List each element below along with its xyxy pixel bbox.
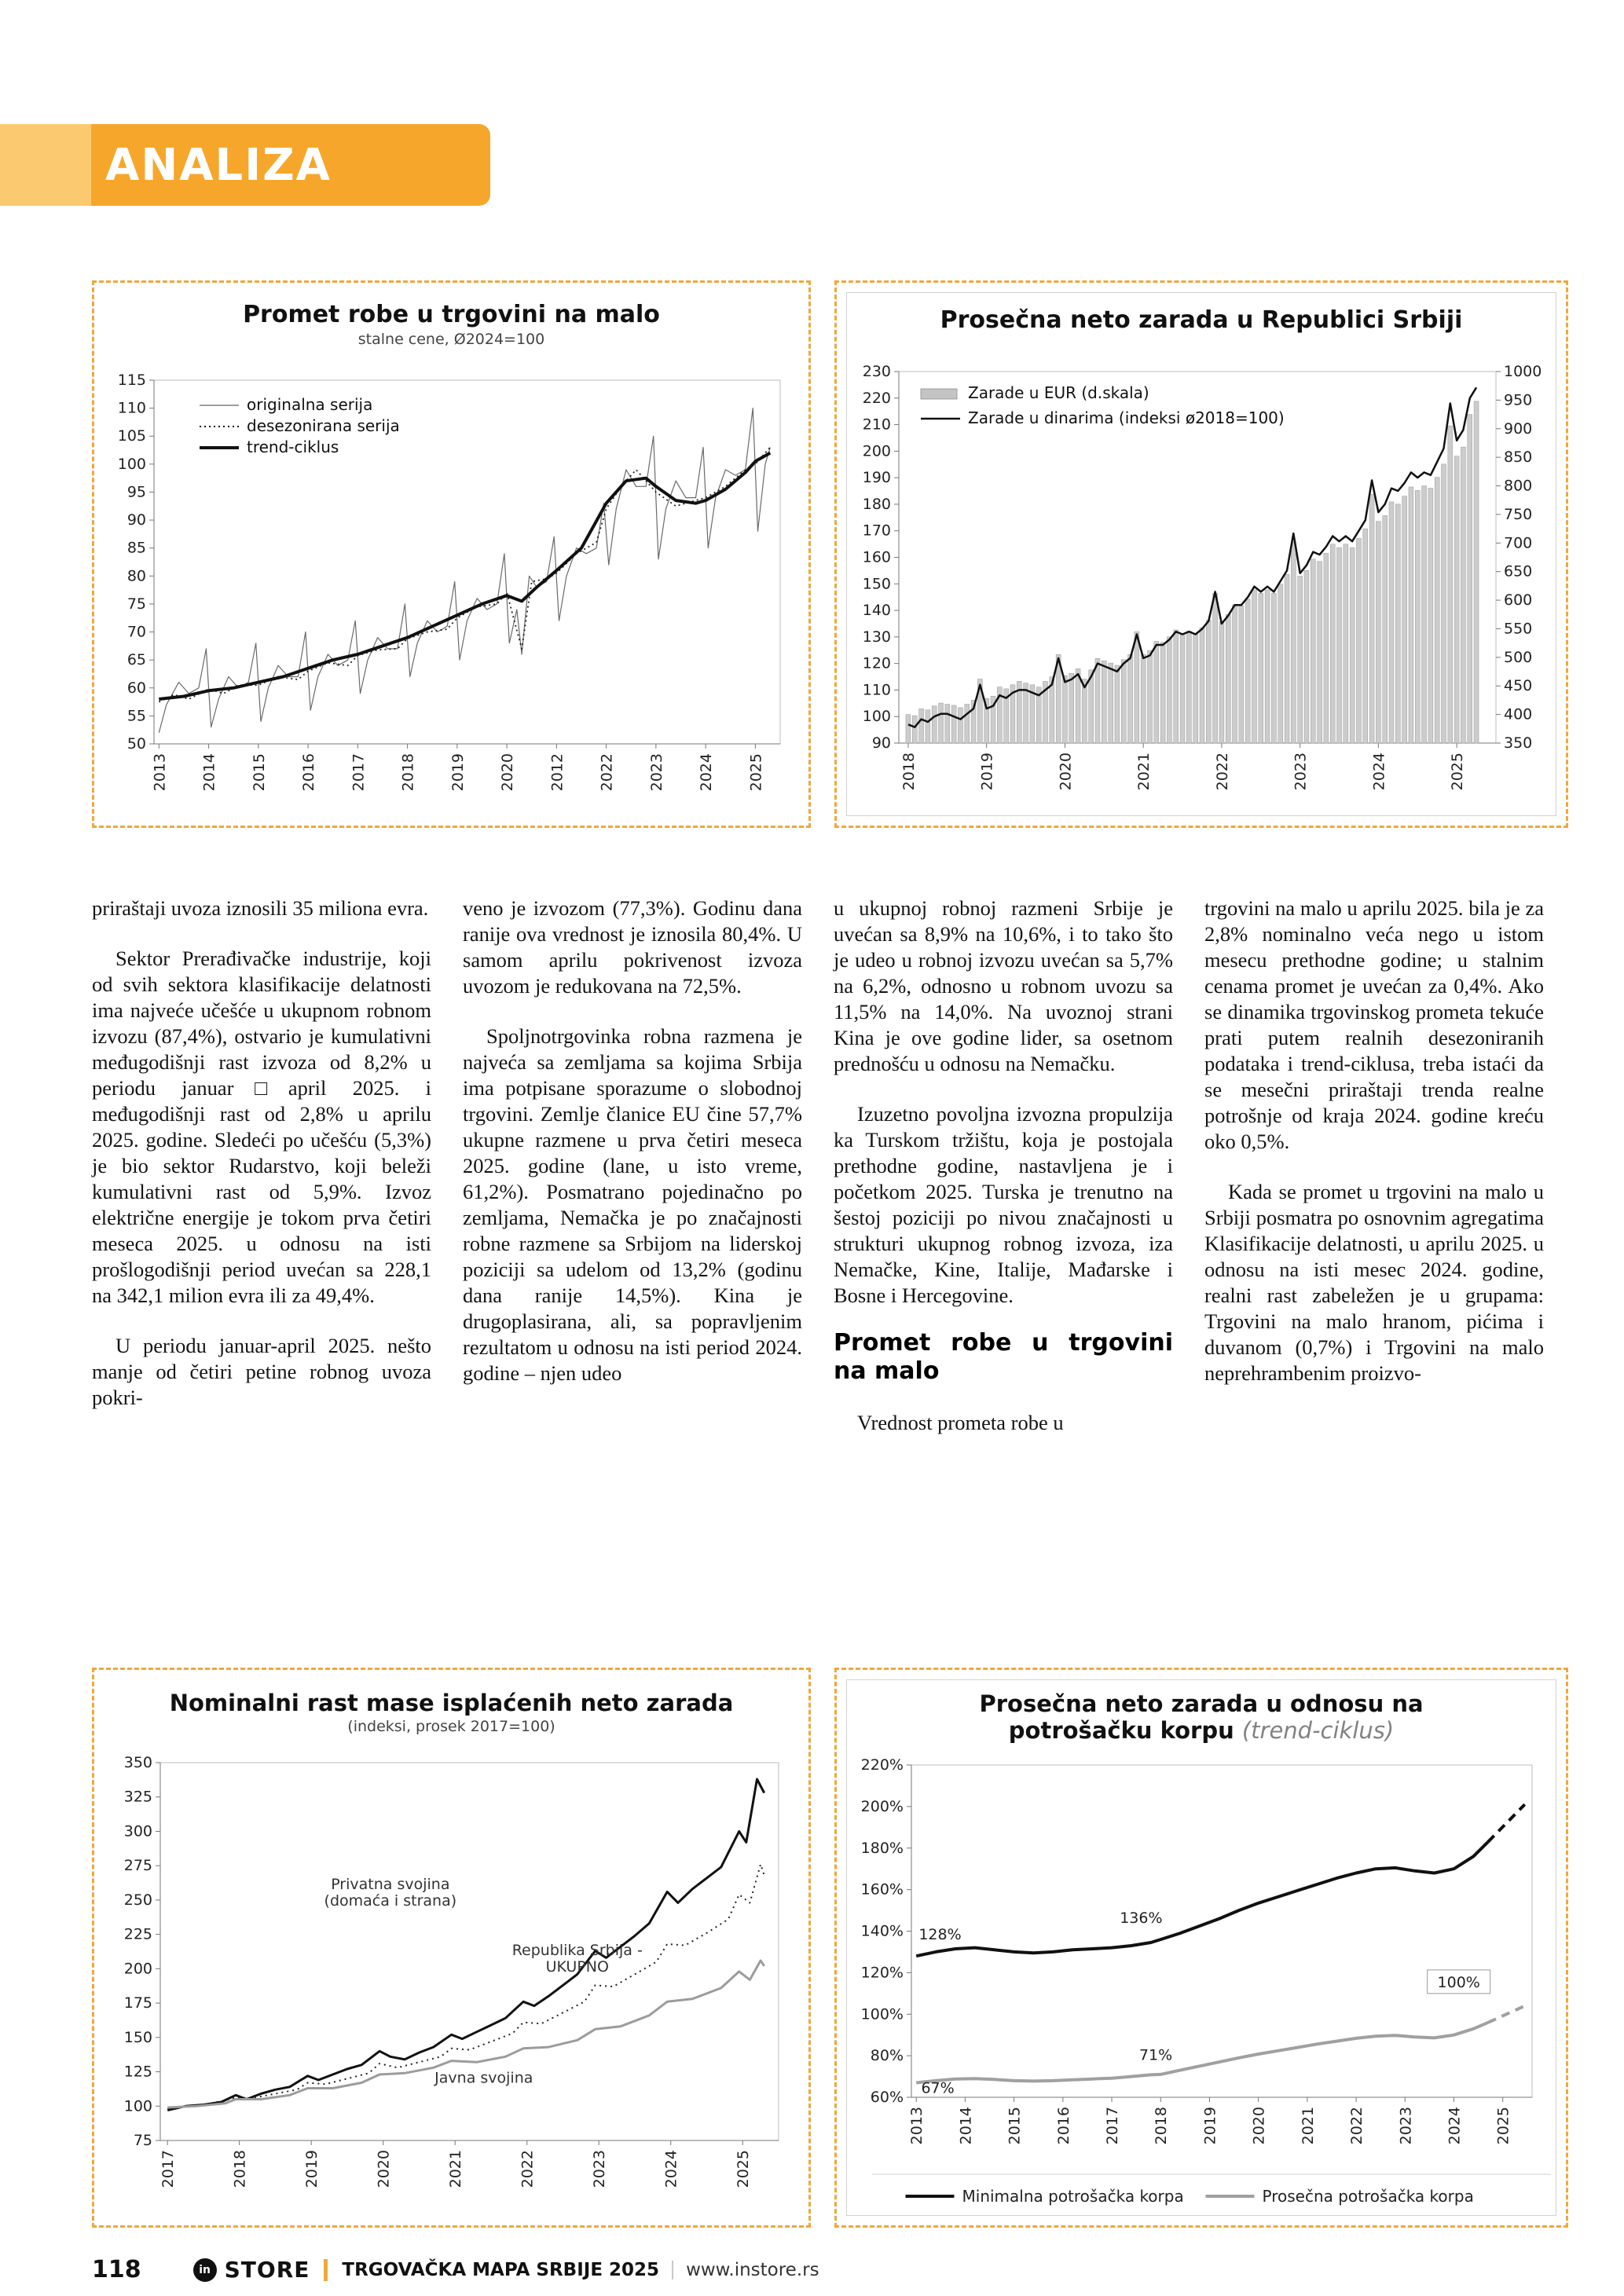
- svg-text:450: 450: [1504, 677, 1533, 695]
- article-paragraph: Vrednost prometa robe u: [857, 1411, 1064, 1434]
- svg-text:2015: 2015: [250, 753, 268, 792]
- svg-text:stalne cene, Ø2024=100: stalne cene, Ø2024=100: [357, 331, 545, 348]
- net-wage-chart: [846, 292, 1556, 816]
- footer-url: www.instore.rs: [686, 2259, 819, 2280]
- article-paragraph: trgovini na malo u aprilu 2025. bila je za 2,8% nominalno veća nego u istom mesecu prethodne godine; u stalnim cenama promet je uvećan za 0,4%. Ako se dinamika trgovinskog prometa tekuće prati putem realnih desezoniranih podataka i trend-ciklusa, treba istaći da se mesečni priraštaji trenda realne potrošnje od kraja 2024. godine kreću oko 0,5%.: [1204, 896, 1544, 1153]
- svg-text:2017: 2017: [159, 2150, 178, 2188]
- svg-text:2014: 2014: [957, 2107, 975, 2145]
- svg-text:2025: 2025: [747, 753, 765, 792]
- svg-text:140: 140: [862, 602, 891, 620]
- svg-text:2023: 2023: [1397, 2107, 1415, 2145]
- svg-text:1000: 1000: [1504, 363, 1542, 380]
- svg-text:2020: 2020: [499, 753, 517, 792]
- brand-name: STORE: [224, 2257, 310, 2283]
- svg-text:230: 230: [862, 363, 891, 380]
- svg-text:220%: 220%: [860, 1756, 904, 1774]
- svg-text:80: 80: [126, 567, 146, 585]
- legend-bar-swatch: [921, 389, 957, 399]
- svg-text:2020: 2020: [1250, 2107, 1268, 2145]
- svg-text:90: 90: [871, 734, 891, 752]
- svg-text:2024: 2024: [698, 753, 716, 792]
- article-column-3: [834, 895, 1173, 1436]
- svg-text:950: 950: [1504, 391, 1533, 409]
- svg-text:120: 120: [862, 654, 891, 672]
- svg-text:325: 325: [123, 1788, 152, 1806]
- svg-text:75: 75: [133, 2132, 152, 2149]
- article-paragraph: priraštaji uvoza iznosili 35 miliona evra.: [92, 896, 429, 920]
- svg-text:2023: 2023: [591, 2150, 609, 2188]
- svg-text:150: 150: [123, 2028, 152, 2046]
- article-columns: [92, 895, 1544, 1436]
- minimalna-potrosacka-korpa: [916, 1842, 1488, 1956]
- svg-text:210: 210: [862, 416, 891, 434]
- svg-text:2017: 2017: [350, 753, 368, 792]
- svg-text:220: 220: [862, 389, 891, 407]
- svg-text:170: 170: [862, 522, 891, 540]
- article-paragraph: Kada se promet u trgovini na malo u Srbiji posmatra po osnovnim agregatima Klasifikacije delatnosti, u aprilu 2025. u odnosu na isti mesec 2024. godine, realni rast zabeležen je u grupama: Trgovini na malo hranom, pićima i duvanom (0,7%) i Trgovini na malo neprehrambenim proizvo-: [1204, 1180, 1544, 1385]
- header-band-accent: [0, 124, 91, 206]
- svg-text:200: 200: [862, 442, 891, 460]
- svg-text:2013: 2013: [151, 753, 169, 792]
- svg-text:2022: 2022: [1348, 2107, 1366, 2145]
- svg-text:100%: 100%: [1437, 1973, 1480, 1991]
- article-paragraph: veno je izvozom (77,3%). Godinu dana ranije ova vrednost je iznosila 80,4%. U samom aprilu pokrivenost izvoza uvozom je redukovana na 72,5%.: [463, 896, 802, 998]
- article-column-2: [463, 895, 802, 1436]
- svg-text:160%: 160%: [860, 1880, 904, 1899]
- svg-text:2022: 2022: [1213, 753, 1231, 791]
- svg-text:225: 225: [123, 1925, 152, 1943]
- svg-text:95: 95: [126, 483, 146, 501]
- zarade-u-eur: [906, 401, 1479, 743]
- svg-text:850: 850: [1504, 449, 1533, 467]
- svg-text:100: 100: [123, 2097, 152, 2115]
- instore-logo: [193, 2257, 310, 2283]
- plot-frame: [911, 1765, 1532, 2097]
- svg-text:70: 70: [126, 623, 146, 641]
- svg-text:125: 125: [123, 2063, 152, 2081]
- svg-text:2024: 2024: [662, 2150, 680, 2188]
- svg-text:180: 180: [862, 495, 891, 513]
- svg-text:160: 160: [862, 548, 891, 566]
- svg-text:180%: 180%: [860, 1839, 904, 1857]
- svg-text:55: 55: [126, 707, 146, 725]
- legend-label: Minimalna potrošačka korpa: [962, 2187, 1184, 2206]
- svg-text:67%: 67%: [921, 2079, 955, 2097]
- footer-publication-title: TRGOVAČKA MAPA SRBIJE 2025: [342, 2259, 660, 2280]
- svg-text:100: 100: [117, 455, 146, 473]
- legend-label: desezonirana serija: [247, 416, 400, 435]
- legend-label: Zarade u dinarima (indeksi ø2018=100): [968, 408, 1285, 427]
- legend-label: trend-ciklus: [247, 438, 339, 456]
- svg-text:2019: 2019: [449, 753, 467, 792]
- svg-text:600: 600: [1504, 591, 1533, 610]
- legend-label: Prosečna potrošačka korpa: [1262, 2187, 1474, 2206]
- svg-text:2019: 2019: [1201, 2107, 1219, 2145]
- svg-text:2018: 2018: [900, 753, 918, 791]
- legend-label: Zarade u EUR (d.skala): [968, 383, 1149, 402]
- svg-text:650: 650: [1504, 562, 1533, 580]
- svg-text:150: 150: [862, 575, 891, 593]
- series-label: Republika Srbija -UKUPNO: [511, 1941, 643, 1976]
- svg-text:Prosečna neto zarada u Republi: Prosečna neto zarada u Republici Srbiji: [940, 306, 1463, 334]
- series-label: Javna svojina: [434, 2069, 533, 2087]
- wage-vs-consumer-basket-svg: [847, 1680, 1556, 2215]
- svg-text:2019: 2019: [978, 753, 996, 791]
- svg-text:2022: 2022: [598, 753, 616, 792]
- svg-text:300: 300: [123, 1822, 152, 1840]
- chart-box-retail-trade: [92, 280, 811, 828]
- svg-text:350: 350: [123, 1754, 152, 1771]
- svg-text:2018: 2018: [231, 2150, 249, 2188]
- svg-text:Nominalni rast mase isplaćenih: Nominalni rast mase isplaćenih neto zarada: [169, 1690, 734, 1716]
- svg-text:900: 900: [1504, 419, 1533, 438]
- footer-separator-icon: [324, 2259, 328, 2281]
- page-number: 118: [92, 2256, 141, 2283]
- svg-text:2020: 2020: [375, 2150, 393, 2188]
- svg-text:2018: 2018: [1153, 2107, 1171, 2145]
- svg-text:110: 110: [117, 399, 146, 417]
- svg-text:75: 75: [126, 595, 146, 613]
- retail-trade-index-svg: [104, 292, 799, 816]
- svg-text:105: 105: [117, 427, 146, 445]
- svg-text:2013: 2013: [908, 2107, 926, 2145]
- svg-text:2025: 2025: [1494, 2107, 1512, 2145]
- wage-mass-growth-svg: [104, 1679, 799, 2216]
- svg-text:2016: 2016: [300, 753, 318, 792]
- svg-text:2023: 2023: [647, 753, 665, 792]
- svg-text:Prosečna neto zarada u odnosu: Prosečna neto zarada u odnosu na: [979, 1690, 1424, 1717]
- svg-text:128%: 128%: [918, 1926, 962, 1944]
- series-label: Privatna svojina (domaća i strana): [324, 1875, 457, 1910]
- svg-text:200%: 200%: [860, 1797, 904, 1815]
- svg-text:800: 800: [1504, 477, 1533, 495]
- article-paragraph: U periodu januar-april 2025. nešto manje od četiri petine robnog uvoza pokri-: [92, 1334, 431, 1409]
- page-footer: [92, 2256, 1544, 2283]
- svg-text:2021: 2021: [447, 2150, 465, 2188]
- svg-text:potrošačku korpu (trend-ciklus: potrošačku korpu (trend-ciklus): [1008, 1717, 1395, 1744]
- svg-text:400: 400: [1504, 705, 1533, 723]
- svg-text:2016: 2016: [1054, 2107, 1072, 2145]
- svg-text:60%: 60%: [870, 2089, 904, 2106]
- chart-box-wage-mass: [92, 1668, 811, 2228]
- footer-separator-thin-icon: [672, 2261, 673, 2280]
- svg-text:2018: 2018: [399, 753, 417, 792]
- bottom-charts-row: [92, 1668, 1568, 2228]
- article-subheading: Promet robe u trgovini na malo: [834, 1329, 1173, 1385]
- svg-text:2023: 2023: [1292, 753, 1310, 791]
- wage-vs-basket-chart: [846, 1679, 1556, 2216]
- instore-logo-icon: in: [193, 2258, 217, 2282]
- svg-text:120%: 120%: [860, 1964, 904, 1982]
- article-paragraph: Sektor Prerađivačke industrije, koji od svih sektora klasifikacije delatnosti ima najveće učešće u ukupnom robnom izvozu (87,4%), ostvario je kumulativni međugodišnji rast izvoza od 8,2% u periodu januar□april 2025. i međugodišnji rast od 2,8% u aprilu 2025. godine. Sledeći po učešću (5,3%) je bio sektor Rudarstvo, koji beleži kumulativni rast od 5,9%. Izvoz električne energije je tokom prva četiri meseca 2025. u odnosu na isti prošlogodišnji period uvećan sa 228,1 na 342,1 milion evra ili za 49,4%.: [92, 947, 431, 1307]
- svg-text:130: 130: [862, 628, 891, 646]
- svg-text:550: 550: [1504, 620, 1533, 638]
- svg-text:700: 700: [1504, 534, 1533, 552]
- prosecna-potrosacka-korpa: [916, 2023, 1488, 2083]
- article-column-4: [1204, 895, 1544, 1436]
- svg-text:140%: 140%: [860, 1922, 904, 1940]
- svg-text:2012: 2012: [548, 753, 566, 792]
- svg-text:2019: 2019: [303, 2150, 321, 2188]
- svg-text:2024: 2024: [1446, 2107, 1464, 2145]
- trend-ciklus: [159, 453, 770, 699]
- legend-label: originalna serija: [247, 395, 373, 414]
- svg-text:175: 175: [123, 1994, 152, 2012]
- svg-text:350: 350: [1504, 734, 1533, 752]
- svg-text:136%: 136%: [1120, 1909, 1163, 1927]
- svg-text:2014: 2014: [200, 753, 218, 792]
- svg-text:2024: 2024: [1370, 753, 1388, 791]
- minimalna-potrosacka-korpa-projekcija: [1488, 1804, 1525, 1842]
- svg-text:190: 190: [862, 469, 891, 487]
- top-charts-row: [92, 280, 1568, 828]
- svg-text:(indeksi, prosek 2017=100): (indeksi, prosek 2017=100): [347, 1718, 555, 1735]
- article-paragraph: Spoljnotrgovinka robna razmena je najveća sa zemljama sa kojima Srbija ima potpisane sporazume o slobodnoj trgovini. Zemlje članice EU čine 57,7% ukupne razmene u prva četiri meseca 2025. godine (lane, u isto vreme, 61,2%). Posmatrano pojedinačno po zemljama, Nemačka je po značajnosti robne razmene sa Srbijom na liderskoj poziciji sa udelom od 13,2% (godinu dana ranije 14,5%). Kina je drugoplasirana, ali, sa popravljenim rezultatom u odnosu na isti period 2024. godine – njen udeo: [463, 1024, 802, 1385]
- svg-text:100: 100: [862, 708, 891, 726]
- svg-text:750: 750: [1504, 505, 1533, 523]
- svg-text:65: 65: [126, 651, 146, 669]
- svg-text:2025: 2025: [1449, 753, 1467, 791]
- svg-text:2015: 2015: [1006, 2107, 1024, 2145]
- article-paragraph: u ukupnoj robnoj razmeni Srbije je uvećan sa 8,9% na 10,6%, i to tako što je udeo u robnoj izvozu uvećan sa 5,7% na 6,2%, odnosno u robnom uvozu sa 11,5% na 14,0%. Na uvoznoj strani Kina je ove godine lider, sa osetnom prednošću u odnosu na Nemačku.: [834, 896, 1173, 1075]
- svg-text:2025: 2025: [735, 2150, 753, 2188]
- svg-text:Promet robe u trgovini na malo: Promet robe u trgovini na malo: [243, 301, 660, 328]
- svg-text:60: 60: [126, 679, 146, 697]
- svg-text:110: 110: [862, 681, 891, 699]
- svg-text:2021: 2021: [1299, 2107, 1317, 2145]
- svg-text:115: 115: [117, 372, 146, 389]
- svg-text:250: 250: [123, 1891, 152, 1909]
- svg-text:80%: 80%: [870, 2047, 904, 2065]
- header-band-main: [91, 124, 490, 206]
- retail-trade-chart: [104, 292, 799, 816]
- svg-text:90: 90: [126, 511, 146, 529]
- svg-text:2022: 2022: [519, 2150, 537, 2188]
- svg-text:2020: 2020: [1057, 753, 1075, 791]
- chart-box-wage-vs-basket: [834, 1668, 1568, 2228]
- section-title: ANALIZA: [105, 139, 332, 191]
- svg-text:100%: 100%: [860, 2005, 904, 2023]
- svg-text:275: 275: [123, 1857, 152, 1875]
- svg-text:85: 85: [126, 539, 146, 557]
- svg-text:500: 500: [1504, 648, 1533, 666]
- svg-text:200: 200: [123, 1960, 152, 1978]
- article-column-1: [92, 895, 431, 1436]
- wage-mass-chart: [104, 1679, 799, 2216]
- net-wage-serbia-svg: [847, 293, 1556, 815]
- svg-text:2021: 2021: [1135, 753, 1153, 791]
- svg-text:50: 50: [126, 735, 146, 753]
- section-header-band: [0, 124, 490, 206]
- prosecna-potrosacka-korpa-projekcija: [1488, 2006, 1525, 2023]
- article-paragraph: Izuzetno povoljna izvozna propulzija ka Turskom tržištu, koja je postojala prethodne godine, nastavljena je i početkom 2025. Turska je trenutno na šestoj poziciji po nivou značajnosti u strukturi ukupnog robnog izvoza, iza Nemačke, Kine, Italije, Mađarske i Bosne i Hercegovine.: [834, 1102, 1173, 1307]
- svg-text:71%: 71%: [1138, 2046, 1173, 2064]
- chart-box-net-wage: [834, 280, 1568, 828]
- svg-text:2017: 2017: [1104, 2107, 1122, 2145]
